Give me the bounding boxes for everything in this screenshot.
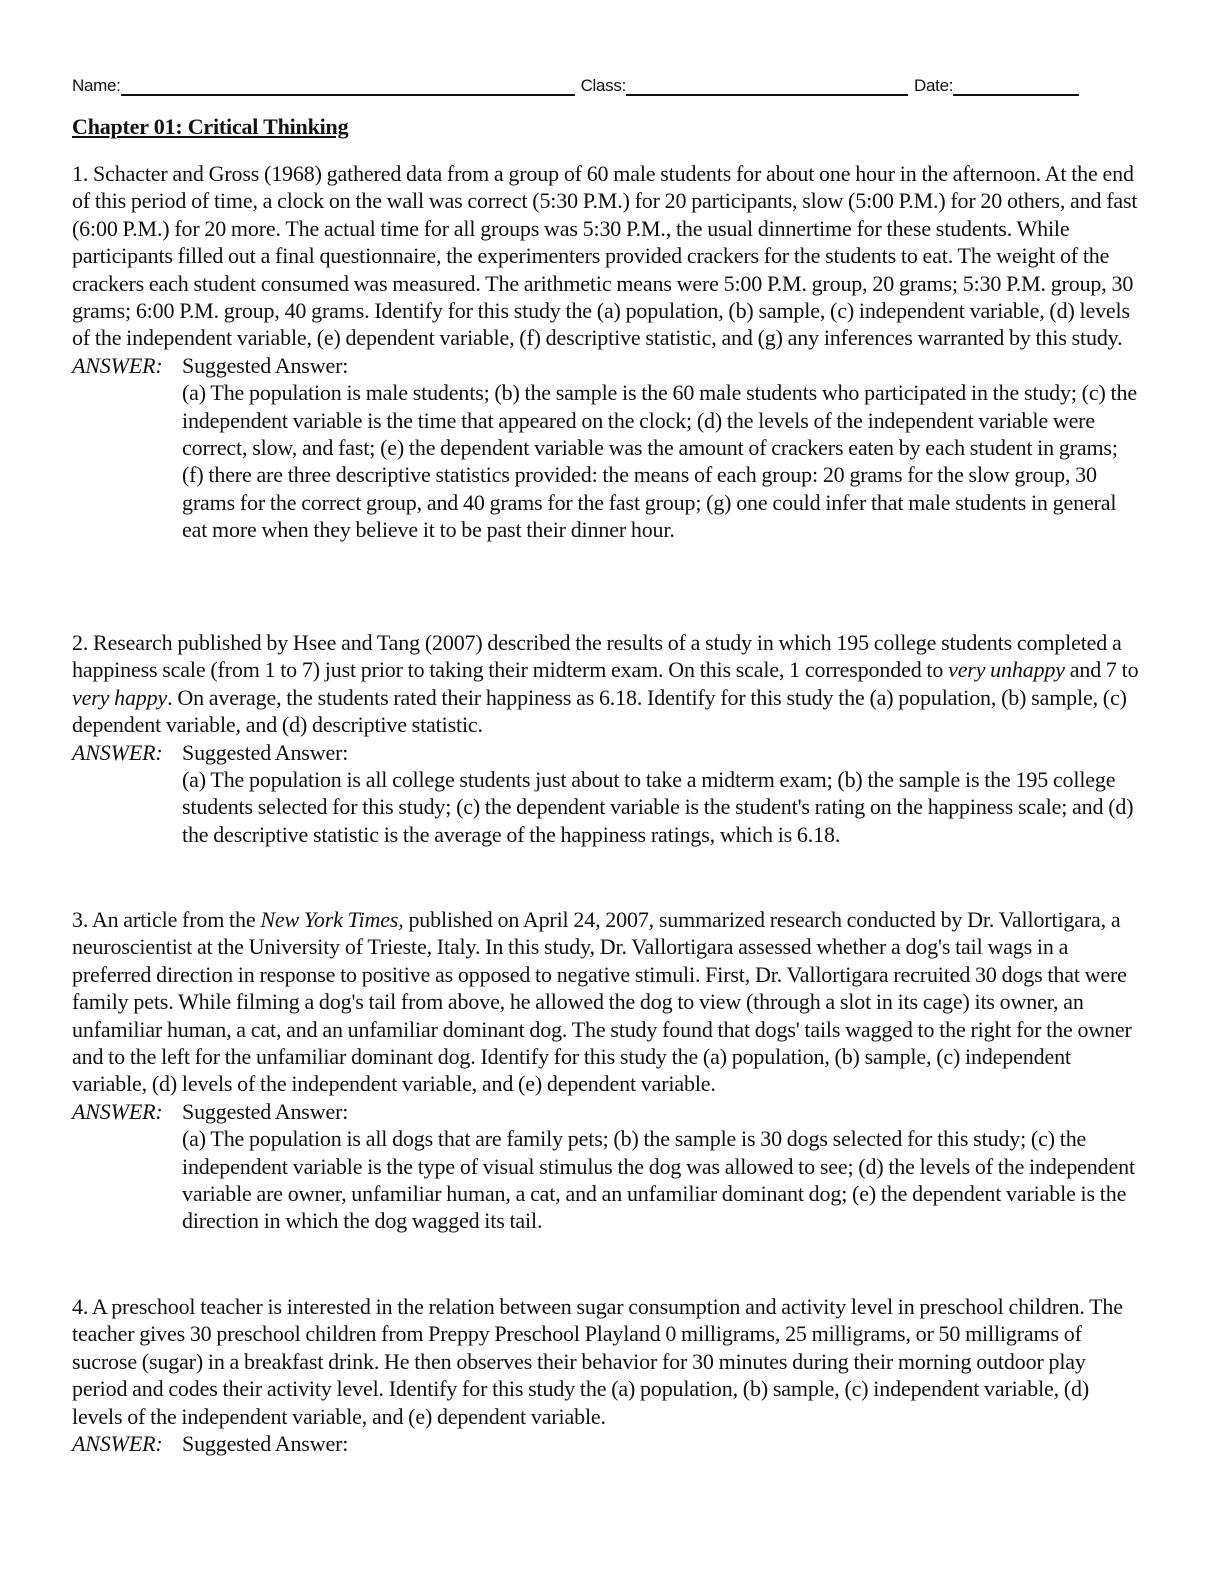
name-label: Name: <box>72 76 121 95</box>
class-label: Class: <box>580 76 627 95</box>
answer-label: ANSWER: <box>72 352 163 378</box>
stem-italic-publication: New York Times, <box>260 907 404 932</box>
question-2 <box>72 629 1144 848</box>
question-1 <box>72 160 1144 544</box>
question-1-answer-header <box>72 352 1144 379</box>
question-3 <box>72 906 1144 1235</box>
date-blank-line <box>953 74 1079 96</box>
class-blank-line <box>626 74 908 96</box>
question-3-stem <box>72 906 1144 1098</box>
suggested-answer-heading: Suggested Answer: <box>182 1431 349 1457</box>
question-1-stem: 1. Schacter and Gross (1968) gathered data from a group of 60 male students for about one hour in the afternoon. At the end of this period of time, a clock on the wall was correct (5:30 P.M.) for 20 participants, slow (5:00 P.M.) for 20 others, and fast (6:00 P.M.) for 20 more. The actual time for all groups was 5:30 P.M., the usual dinnertime for these students. While participants filled out a final questionnaire, the experimenters provided crackers for the students to eat. The weight of the crackers each student consumed was measured. The arithmetic means were 5:00 P.M. group, 20 grams; 5:30 P.M. group, 30 grams; 6:00 P.M. group, 40 grams. Identify for this study the (a) population, (b) sample, (c) independent variable, (d) levels of the independent variable, (e) dependent variable, (f) descriptive statistic, and (g) any inferences warranted by this study. <box>72 161 1138 351</box>
question-4-stem: 4. A preschool teacher is interested in the relation between sugar consumption and activity level in preschool children. The teacher gives 30 preschool children from Preppy Preschool Playland 0 milligrams, 25 milligrams, or 50 milligrams of sucrose (sugar) in a breakfast drink. He then observes their behavior for 30 minutes during their morning outdoor play period and codes their activity level. Identify for this study the (a) population, (b) sample, (c) independent variable, (d) levels of the independent variable, and (e) dependent variable. <box>72 1294 1123 1429</box>
question-2-answer-header <box>72 739 1144 766</box>
stem-italic-term: very unhappy <box>948 657 1065 683</box>
answer-label: ANSWER: <box>72 1098 163 1124</box>
question-4-answer-header <box>72 1430 1144 1457</box>
question-1-answer-body: (a) The population is male students; (b) the sample is the 60 male students who participated in the study; (c) the independent variable is the time that appeared on the clock; (d) the levels of the independent variable were correct, slow, and fast; (e) the dependent variable was the amount of crackers eaten by each student in grams; (f) there are three descriptive statistics provided: the means of each group: 20 grams for the slow group, 30 grams for the correct group, and 40 grams for the fast group; (g) one could infer that male students in general eat more when they believe it to be past their dinner hour. <box>182 380 1137 543</box>
stem-italic-term: very happy <box>72 684 168 710</box>
stem-text: 2. Research published by Hsee and Tang (2007) described the results of a study in which 195 college students completed a happiness scale (from 1 to 7) just prior to taking their midterm exam. On this scale, 1 corresponded to <box>72 630 1122 683</box>
student-info-header <box>72 70 1142 96</box>
answer-label: ANSWER: <box>72 739 163 765</box>
stem-text: published on April 24, 2007, summarized research conducted by Dr. Vallortigara, a neuroscientist at the University of Trieste, Italy. In this study, Dr. Vallortigara assessed whether a dog's tail wags in a preferred direction in response to positive as opposed to negative stimuli. First, Dr. Vallortigara recruited 30 dogs that were family pets. While filming a dog's tail from above, he allowed the dog to view (through a slot in its cage) its owner, an unfamiliar human, a cat, and an unfamiliar dominant dog. The study found that dogs' tails wagged to the right for the owner and to the left for the unfamiliar dominant dog. Identify for this study the (a) population, (b) sample, (c) independent variable, (d) levels of the independent variable, and (e) dependent variable. <box>72 907 1132 1097</box>
question-2-answer-body: (a) The population is all college students just about to take a midterm exam; (b) the sample is the 195 college students selected for this study; (c) the dependent variable is the student's rating on the happiness scale; and (d) the descriptive statistic is the average of the happiness ratings, which is 6.18. <box>182 767 1134 847</box>
stem-text: and 7 to <box>1064 657 1139 683</box>
suggested-answer-heading: Suggested Answer: <box>182 352 349 378</box>
suggested-answer-heading: Suggested Answer: <box>182 1098 349 1124</box>
chapter-title: Chapter 01: Critical Thinking <box>72 114 349 139</box>
name-blank-line <box>121 74 575 96</box>
question-3-answer-body: (a) The population is all dogs that are family pets; (b) the sample is 30 dogs selected for this study; (c) the independent variable is the type of visual stimulus the dog was allowed to see; (d) the levels of the independent variable are owner, unfamiliar human, a cat, and an unfamiliar dominant dog; (e) the dependent variable is the direction in which the dog wagged its tail. <box>182 1126 1135 1234</box>
question-4 <box>72 1293 1144 1457</box>
suggested-answer-heading: Suggested Answer: <box>182 739 349 765</box>
stem-text: . On average, the students rated their happiness as 6.18. Identify for this study the (a) population, (b) sample, (c) dependent variable, and (d) descriptive statistic. <box>72 684 1127 738</box>
question-3-answer-header <box>72 1098 1144 1125</box>
stem-text: 3. An article from the <box>72 907 261 932</box>
question-2-stem <box>72 629 1144 739</box>
date-label: Date: <box>914 76 954 95</box>
answer-label: ANSWER: <box>72 1431 163 1457</box>
